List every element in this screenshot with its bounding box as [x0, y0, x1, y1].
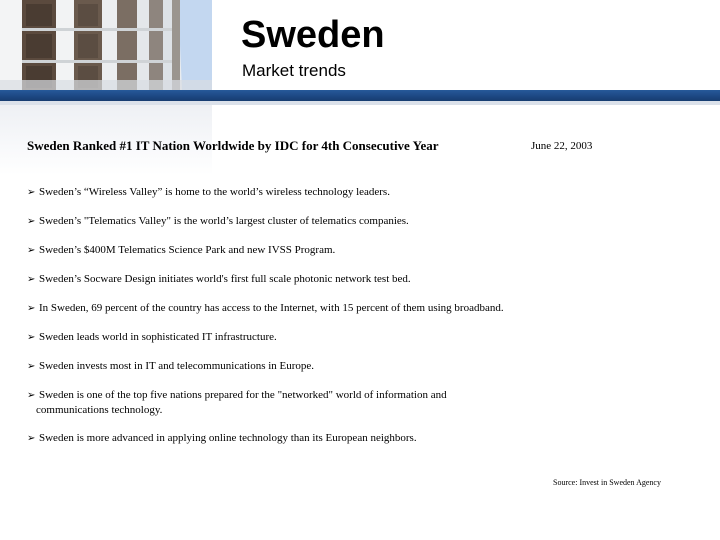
bullet-text: Sweden is one of the top five nations prepared for the "networked" world of information and	[39, 389, 447, 401]
bullet-text: Sweden invests most in IT and telecommunications in Europe.	[39, 360, 315, 372]
bullet-item	[27, 272, 667, 287]
bullet-text: Sweden’s "Telematics Valley" is the world’s largest cluster of telematics companies.	[39, 215, 409, 227]
bullet-item	[27, 388, 667, 417]
bullet-text: Sweden’s $400M Telematics Science Park and new IVSS Program.	[39, 244, 336, 256]
bullet-item	[27, 214, 497, 229]
bullet-arrow-icon: ➢	[27, 303, 36, 314]
bullet-text-continuation: communications technology.	[36, 404, 163, 416]
bullet-arrow-icon: ➢	[27, 245, 36, 256]
article-date: June 22, 2003	[531, 140, 593, 152]
bullet-arrow-icon: ➢	[27, 361, 36, 372]
bullet-text: Sweden’s “Wireless Valley” is home to the world’s wireless technology leaders.	[39, 186, 390, 198]
article-headline: Sweden Ranked #1 IT Nation Worldwide by IDC for 4th Consecutive Year	[27, 138, 439, 153]
bullet-item	[27, 431, 667, 446]
header-building-photo	[0, 0, 212, 90]
bullet-item	[27, 330, 497, 345]
bullet-text: Sweden leads world in sophisticated IT infrastructure.	[39, 331, 277, 343]
bullet-arrow-icon: ➢	[27, 390, 36, 401]
bullet-item	[27, 359, 497, 374]
bullet-item	[27, 243, 497, 258]
bullet-item	[27, 301, 667, 316]
bullet-text: In Sweden, 69 percent of the country has access to the Internet, with 15 percent of them using broadband.	[39, 302, 504, 314]
bullet-arrow-icon: ➢	[27, 332, 36, 343]
page-title: Sweden	[241, 14, 385, 56]
page-subtitle: Market trends	[242, 61, 346, 80]
header-band	[0, 90, 720, 101]
bullet-item	[27, 185, 497, 200]
source-note: Source: Invest in Sweden Agency	[553, 478, 661, 487]
bullet-text: Sweden’s Socware Design initiates world's first full scale photonic network test bed.	[39, 273, 411, 285]
bullet-text: Sweden is more advanced in applying online technology than its European neighbors.	[39, 432, 417, 444]
bullet-arrow-icon: ➢	[27, 216, 36, 227]
bullet-arrow-icon: ➢	[27, 274, 36, 285]
bullet-arrow-icon: ➢	[27, 187, 36, 198]
bullet-arrow-icon: ➢	[27, 433, 36, 444]
